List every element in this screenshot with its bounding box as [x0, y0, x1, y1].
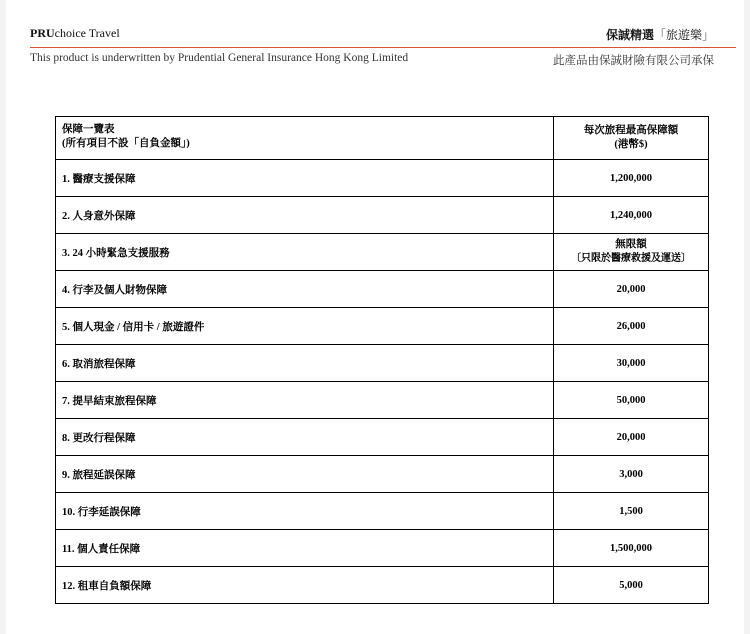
- table-row: [56, 382, 709, 419]
- header-divider: [30, 47, 736, 48]
- row-label: 6. 取消旅程保障: [56, 345, 554, 382]
- row-value: 1,500: [554, 493, 709, 530]
- underwriter-zh: 此產品由保誠財險有限公司承保: [553, 55, 714, 67]
- table-row: [56, 567, 709, 604]
- row-value-cell: [554, 234, 709, 271]
- table-header-currency: (港幣$): [614, 139, 648, 150]
- row-label: 9. 旅程延誤保障: [56, 456, 554, 493]
- product-name: 「旅遊樂」: [653, 28, 714, 42]
- row-label: 2. 人身意外保障: [56, 197, 554, 234]
- table-header-title-cell: [56, 117, 554, 160]
- table-row: [56, 456, 709, 493]
- table-header-row: [56, 117, 709, 160]
- row-label: 12. 租車自負額保障: [56, 567, 554, 604]
- row-label: 1. 醫療支援保障: [56, 160, 554, 197]
- table-row: [56, 160, 709, 197]
- coverage-table: [55, 116, 709, 604]
- document-page: [6, 0, 744, 634]
- row-label: 4. 行李及個人財物保障: [56, 271, 554, 308]
- table-row: [56, 345, 709, 382]
- table-row: [56, 234, 709, 271]
- row-value: 30,000: [554, 345, 709, 382]
- row-value: 1,240,000: [554, 197, 709, 234]
- table-row: [56, 271, 709, 308]
- table-header-title: 保障一覽表: [62, 124, 115, 135]
- brand-title: [30, 26, 120, 41]
- row-value: 5,000: [554, 567, 709, 604]
- table-row: [56, 308, 709, 345]
- table-row: [56, 197, 709, 234]
- table-header-subtitle: (所有項目不設「自負金額」): [62, 138, 190, 149]
- row-value: 無限額: [615, 239, 647, 250]
- row-value: 50,000: [554, 382, 709, 419]
- row-label: 5. 個人現金 / 信用卡 / 旅遊證件: [56, 308, 554, 345]
- table-row: [56, 530, 709, 567]
- table-row: [56, 419, 709, 456]
- row-value: 3,000: [554, 456, 709, 493]
- brand-pru: PRU: [30, 26, 55, 40]
- row-label: 7. 提早結束旅程保障: [56, 382, 554, 419]
- product-title: [606, 26, 714, 43]
- table-header-amount: 每次旅程最高保障額: [583, 125, 679, 136]
- row-value: 20,000: [554, 419, 709, 456]
- row-label: 8. 更改行程保障: [56, 419, 554, 456]
- table-header-amount-cell: [554, 117, 709, 160]
- row-value: 26,000: [554, 308, 709, 345]
- row-value: 1,500,000: [554, 530, 709, 567]
- row-value: 1,200,000: [554, 160, 709, 197]
- row-label: 10. 行李延誤保障: [56, 493, 554, 530]
- row-label: 11. 個人責任保障: [56, 530, 554, 567]
- brand-name: choice Travel: [54, 26, 120, 40]
- row-note: 〔只限於醫療救援及運送〕: [571, 253, 691, 264]
- row-value: 20,000: [554, 271, 709, 308]
- underwriter-en: This product is underwritten by Prudential General Insurance Hong Kong Limited: [30, 52, 409, 64]
- row-label: 3. 24 小時緊急支援服務: [56, 234, 554, 271]
- product-bold: 保誠精選: [605, 28, 654, 42]
- table-row: [56, 493, 709, 530]
